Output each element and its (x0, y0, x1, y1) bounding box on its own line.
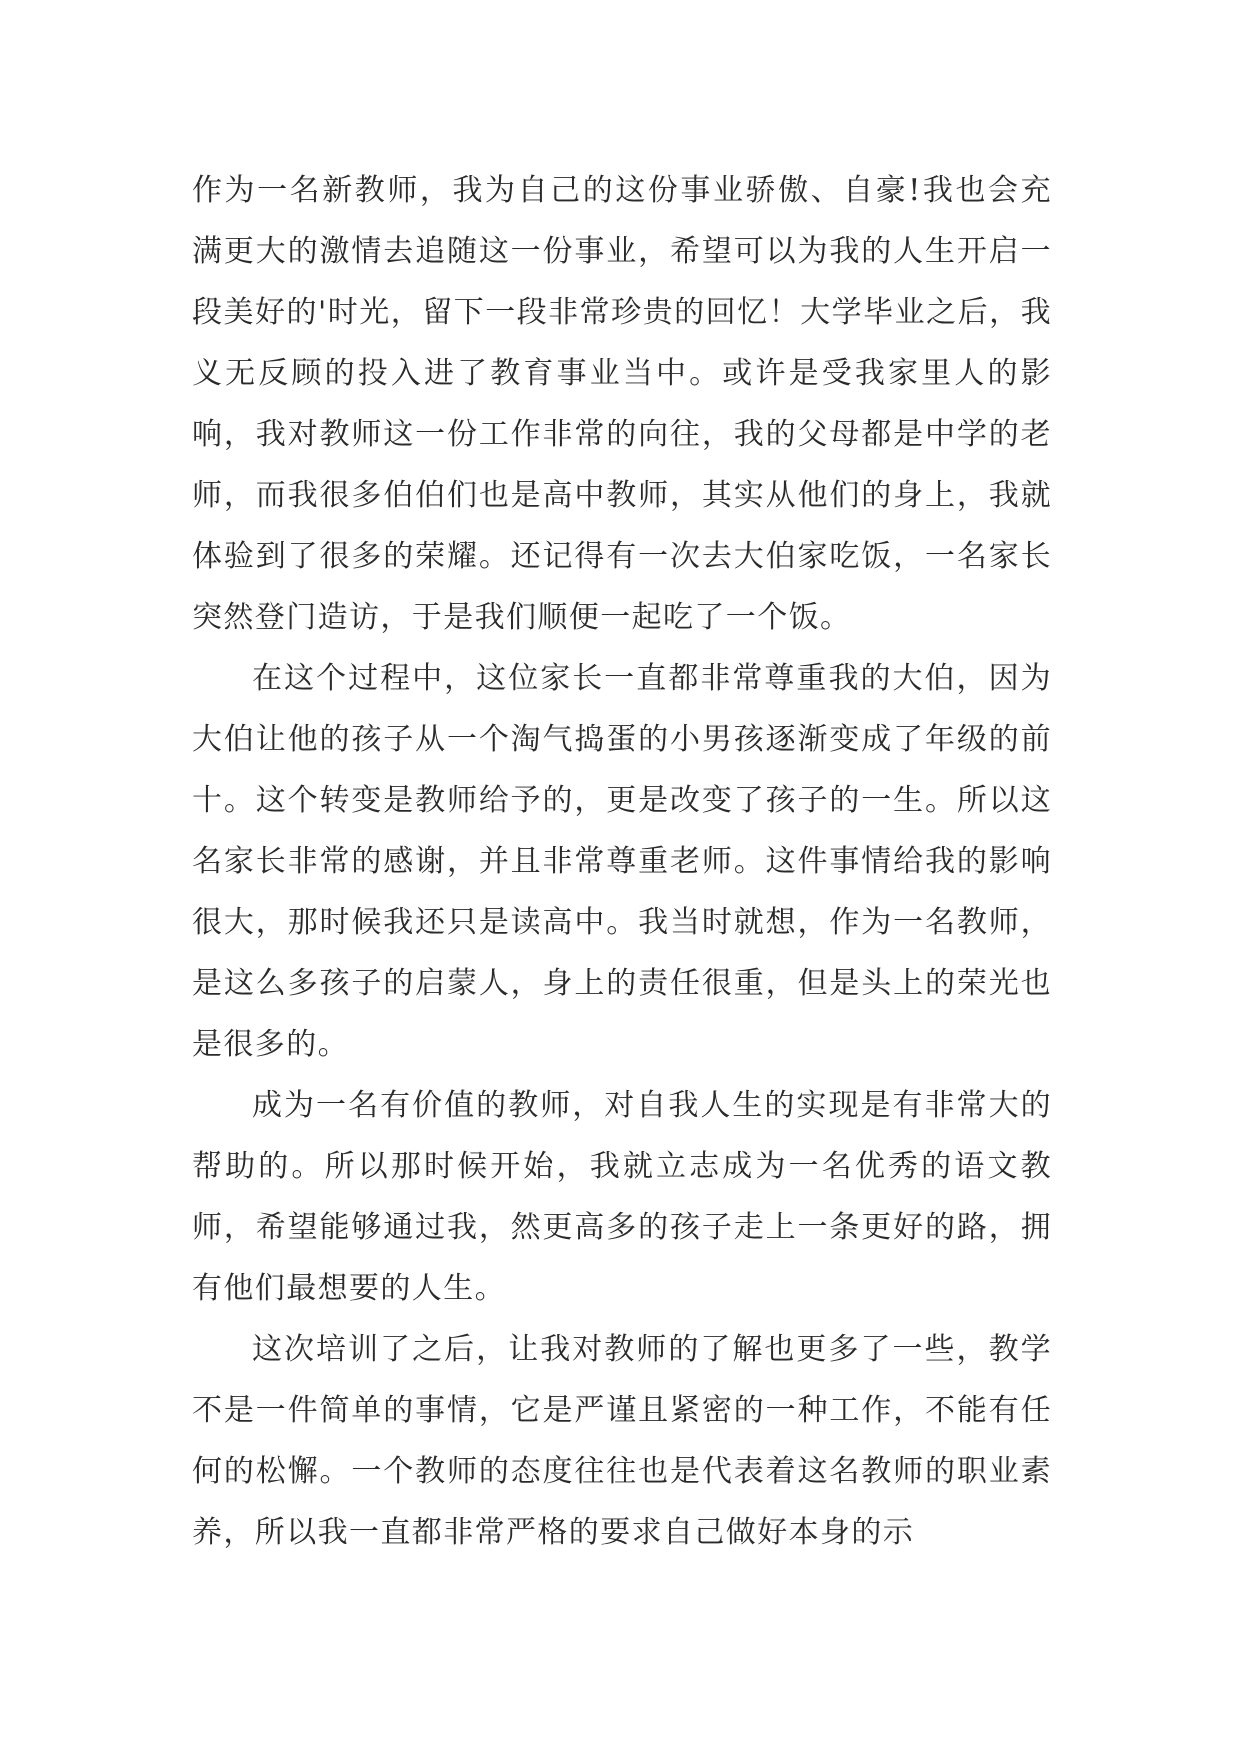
paragraph-1: 作为一名新教师，我为自己的这份事业骄傲、自豪!我也会充满更大的激情去追随这一份事业，希望可以为我的人生开启一段美好的'时光，留下一段非常珍贵的回忆！大学毕业之后，我义无反顾的投入进了教育事业当中。或许是受我家里人的影响，我对教师这一份工作非常的向往，我的父母都是中学的老师，而我很多伯伯们也是高中教师，其实从他们的身上，我就体验到了很多的荣耀。还记得有一次去大伯家吃饭，一名家长突然登门造访，于是我们顺便一起吃了一个饭。 (192, 173, 1052, 635)
paragraph-2: 在这个过程中，这位家长一直都非常尊重我的大伯，因为大伯让他的孩子从一个淘气捣蛋的小男孩逐渐变成了年级的前十。这个转变是教师给予的，更是改变了孩子的一生。所以这名家长非常的感谢，并且非常尊重老师。这件事情给我的影响很大，那时候我还只是读高中。我当时就想，作为一名教师，是这么多孩子的启蒙人，身上的责任很重，但是头上的荣光也是很多的。 (192, 661, 1052, 1062)
paragraph-3: 成为一名有价值的教师，对自我人生的实现是有非常大的帮助的。所以那时候开始，我就立志成为一名优秀的语文教师，希望能够通过我，然更高多的孩子走上一条更好的路，拥有他们最想要的人生。 (192, 1088, 1052, 1306)
document-body (192, 160, 1052, 1563)
paragraph-4: 这次培训了之后，让我对教师的了解也更多了一些，教学不是一件简单的事情，它是严谨且紧密的一种工作，不能有任何的松懈。一个教师的态度往往也是代表着这名教师的职业素养，所以我一直都非常严格的要求自己做好本身的示 (192, 1332, 1052, 1550)
